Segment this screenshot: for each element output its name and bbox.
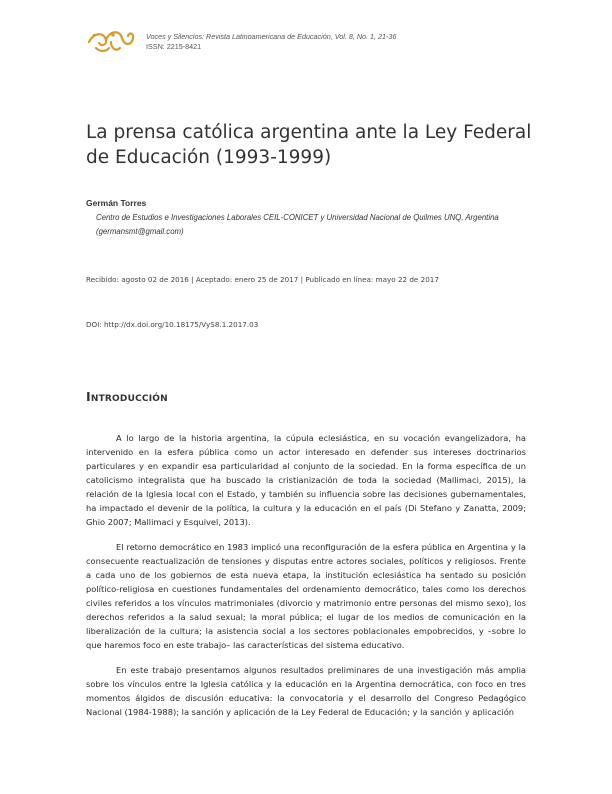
journal-header: [146, 32, 566, 52]
paragraph: A lo largo de la historia argentina, la cúpula eclesiástica, en su vocación evangelizadora, ha intervenido en la esfera pública como un actor interesado en defender sus intereses doctrinarios particulares y en expandir esa particularidad al conjunto de la sociedad. En la forma específica de un catolicismo integralista que ha buscado la cristianización de toda la sociedad (Mallimaci, 2015), la relación de la Iglesia local con el Estado, y también su influencia sobre las decisiones gubernamentales, ha impactado el devenir de la política, la cultura y la educación en el país (Di Stefano y Zanatta, 2009; Ghio 2007; Mallimaci y Esquivel, 2013).: [86, 433, 526, 527]
ornamental-swirl-logo-icon: [86, 26, 136, 56]
section-heading: Introducción: [86, 389, 168, 404]
paragraph: El retorno democrático en 1983 implicó una reconfiguración de la esfera pública en Argentina y la consecuente reactualización de tensiones y disputas entre actores sociales, políticos y religiosos. Frente a cada uno de los gobiernos de esta nueva etapa, la institución eclesiástica ha sentado su posición político-religiosa en cuestiones fundamentales del ordenamiento democrático, tales como los derechos civiles referidos a los vínculos matrimoniales (divorcio y matrimonio entre personas del mismo sexo), los derechos referidos a la salud sexual; la moral pública; el lugar de los medios de comunicación en la liberalización de la cultura; la asistencia social a los sectores poblacionales empobrecidos, y –sobre lo que haremos foco en este trabajo– las características del sistema educativo.: [86, 542, 526, 650]
paragraph: En este trabajo presentamos algunos resultados preliminares de una investigación más amplia sobre los vínculos entre la Iglesia católica y la educación en la Argentina democrática, con foco en tres momentos álgidos de discusión educativa: la convocatoria y el desarrollo del Congreso Pedagógico Nacional (1984-1988); la sanción y aplicación de la Ley Federal de Educación; y la sanción y aplicación: [86, 665, 526, 717]
journal-issn: ISSN: 2215-8421: [146, 42, 202, 51]
article-title: La prensa católica argentina ante la Ley Federal de Educación (1993-1999): [86, 122, 532, 168]
publication-dates: Recibido: agosto 02 de 2016 | Aceptado: enero 25 de 2017 | Publicado en línea: mayo 22 de 2017: [86, 275, 439, 284]
journal-citation: Voces y Silencios: Revista Latinoamericana de Educación, Vol. 8, No. 1, 21-36: [146, 32, 397, 41]
author-name: Germán Torres: [86, 198, 147, 208]
body-text: [86, 431, 526, 730]
doi-link[interactable]: DOI: http://dx.doi.org/10.18175/VyS8.1.2017.03: [86, 320, 259, 329]
author-affiliation: Centro de Estudios e Investigaciones Laborales CEIL-CONICET y Universidad Nacional de Quilmes UNQ, Argentina (germansmt@gmail.com): [96, 213, 499, 236]
